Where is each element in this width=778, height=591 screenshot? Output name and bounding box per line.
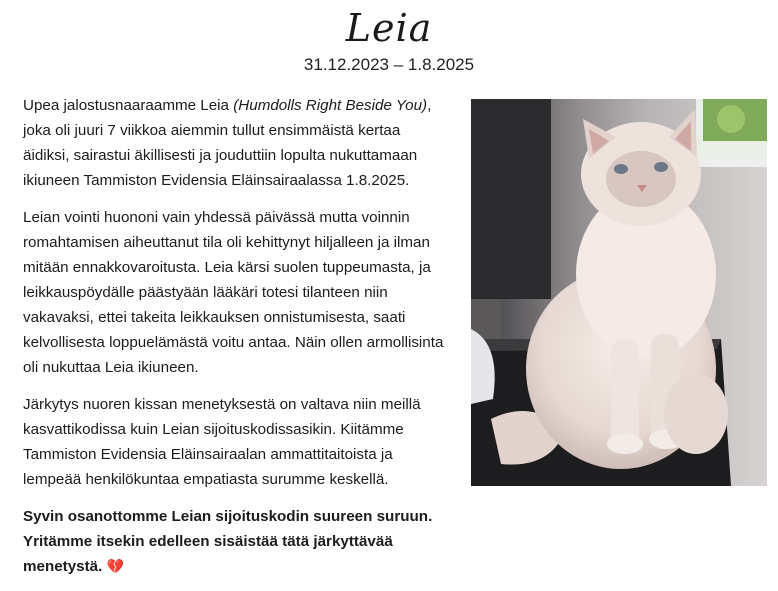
cat-photo [471,99,767,486]
paragraph-4 [23,504,448,579]
life-dates: 31.12.2023 – 1.8.2025 [303,55,475,74]
page-title: Leia [345,6,433,50]
paragraph-1 [23,93,448,193]
memorial-text [23,93,448,591]
condolence-text: Syvin osanottomme Leian sijoituskodin suureen suruun. Yritämme itsekin edelleen sisäistää tätä järkyttävää menetystä. [23,508,433,575]
paragraph-1-rest: , joka oli juuri 7 viikkoa aiemmin tullut ensimmäistä kertaa äidiksi, sairastui äkillisesti ja jouduttiin lopulta nukuttamaan ikiuneen Tammiston Evidensia Eläinsairaalassa 1.8.2025. [23,97,432,189]
paragraph-3: Järkytys nuoren kissan menetyksestä on valtava niin meillä kasvattikodissa kuin Leian sijoituskodissasikin. Kiitämme Tammiston Evidensia Eläinsairaalan ammattitaitoista ja lempeää henkilökuntaa empatiasta surumme keskellä. [23,396,421,488]
paragraph-1-intro: Upea jalostusnaaraamme Leia [23,97,234,114]
broken-heart-icon: 💔 [106,558,125,574]
registered-name: (Humdolls Right Beside You) [233,97,428,114]
paragraph-2: Leian vointi huononi vain yhdessä päivässä mutta voinnin romahtamisen aiheuttanut tila oli kehittynyt hiljalleen ja ilman mitään ennakkovaroitusta. Leia kärsi suolen tuppeumasta, ja leikkauspöydälle päästyään lääkäri totesi tilanteen niin vakavaksi, ettei takeita leikkauksen onnistumisesta, saati kelvollisesta loppuelämästä voitu antaa. Näin ollen armollisinta oli nukuttaa Leia ikiuneen. [23,209,444,376]
